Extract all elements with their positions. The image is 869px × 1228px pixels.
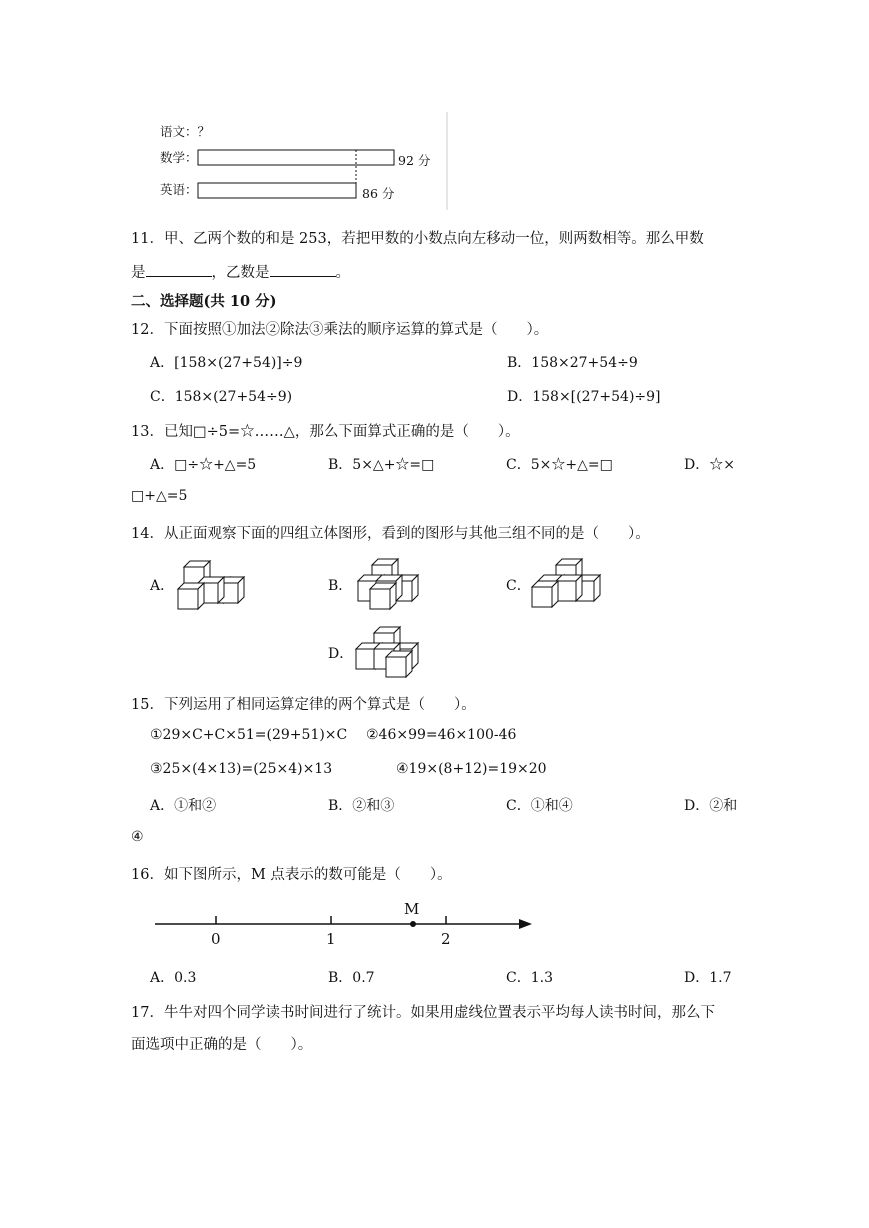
q13-stem: 13．已知□÷5=☆……△，那么下面算式正确的是（ ）。	[131, 424, 520, 440]
q12-stem: 12．下面按照①加法②除法③乘法的顺序运算的算式是（ ）。	[131, 322, 549, 338]
tick-label-1: 1	[326, 930, 336, 948]
q17-line2: 面选项中正确的是（ ）。	[131, 1037, 313, 1053]
number-line-arrow	[519, 919, 532, 929]
q13-option-d[interactable]: D．☆×	[684, 457, 735, 473]
q16-option-d[interactable]: D．1.7	[684, 970, 732, 986]
yingyu-value: 86 分	[362, 186, 395, 201]
q14-option-b[interactable]: B．	[328, 578, 353, 594]
tick-label-2: 2	[441, 930, 451, 948]
point-label-m: M	[404, 900, 420, 918]
q15-expr-2: ②46×99=46×100-46	[366, 727, 517, 743]
q15-option-a[interactable]: A．①和②	[150, 798, 217, 814]
q11-text-c: 。	[335, 265, 350, 281]
q14-option-a[interactable]: A．	[150, 578, 175, 594]
q15-option-d[interactable]: D．②和	[684, 798, 738, 814]
q15-expr-4: ④19×(8+12)=19×20	[396, 761, 547, 777]
q17-line1: 17．牛牛对四个同学读书时间进行了统计。如果用虚线位置表示平均每人读书时间，那么下	[131, 1005, 715, 1021]
q12-option-c[interactable]: C．158×(27+54÷9)	[150, 389, 293, 405]
tick-label-0: 0	[211, 930, 221, 948]
point-m	[410, 921, 416, 927]
q12-option-a[interactable]: A．[158×(27+54)]÷9	[150, 355, 303, 371]
q14-option-d[interactable]: D．	[328, 646, 354, 662]
q15-expr-3: ③25×(4×13)=(25×4)×13	[150, 761, 333, 777]
q15-stem: 15．下列运用了相同运算定律的两个算式是（ ）。	[131, 697, 476, 713]
q16-stem: 16．如下图所示，M 点表示的数可能是（ ）。	[131, 867, 452, 883]
q13-option-c[interactable]: C．5×☆+△=□	[506, 457, 613, 473]
q11-line1: 11．甲、乙两个数的和是 253，若把甲数的小数点向左移动一位，则两数相等。那么甲数	[131, 231, 704, 247]
yingyu-label: 英语：	[160, 182, 198, 197]
q16-option-b[interactable]: B．0.7	[328, 970, 375, 986]
yuwen-label: 语文：？	[160, 124, 211, 139]
q11-text-a: 是	[131, 265, 146, 281]
q13-option-a[interactable]: A．□÷☆+△=5	[150, 457, 257, 473]
shuxue-label: 数学：	[160, 150, 198, 165]
q15-option-c[interactable]: C．①和④	[506, 798, 573, 814]
q14-option-c[interactable]: C．	[506, 578, 531, 594]
q12-option-d[interactable]: D．158×[(27+54)÷9]	[507, 389, 661, 405]
q14-stem: 14．从正面观察下面的四组立体图形，看到的图形与其他三组不同的是（ ）。	[131, 526, 650, 542]
q16-option-a[interactable]: A．0.3	[150, 970, 197, 986]
q15-expr-1: ①29×C+C×51=(29+51)×C	[150, 727, 348, 743]
q11-text-b: ，乙数是	[211, 265, 270, 281]
q13-option-b[interactable]: B．5×△+☆=□	[328, 457, 435, 473]
shuxue-value: 92 分	[398, 153, 431, 168]
q16-option-c[interactable]: C．1.3	[506, 970, 553, 986]
q15-option-d-cont: ④	[131, 829, 144, 845]
q15-option-b[interactable]: B．②和③	[328, 798, 395, 814]
section-title: 二、选择题(共 10 分)	[131, 293, 277, 310]
q12-option-b[interactable]: B．158×27+54÷9	[507, 355, 638, 371]
q13-option-d-cont: □+△=5	[131, 488, 188, 504]
